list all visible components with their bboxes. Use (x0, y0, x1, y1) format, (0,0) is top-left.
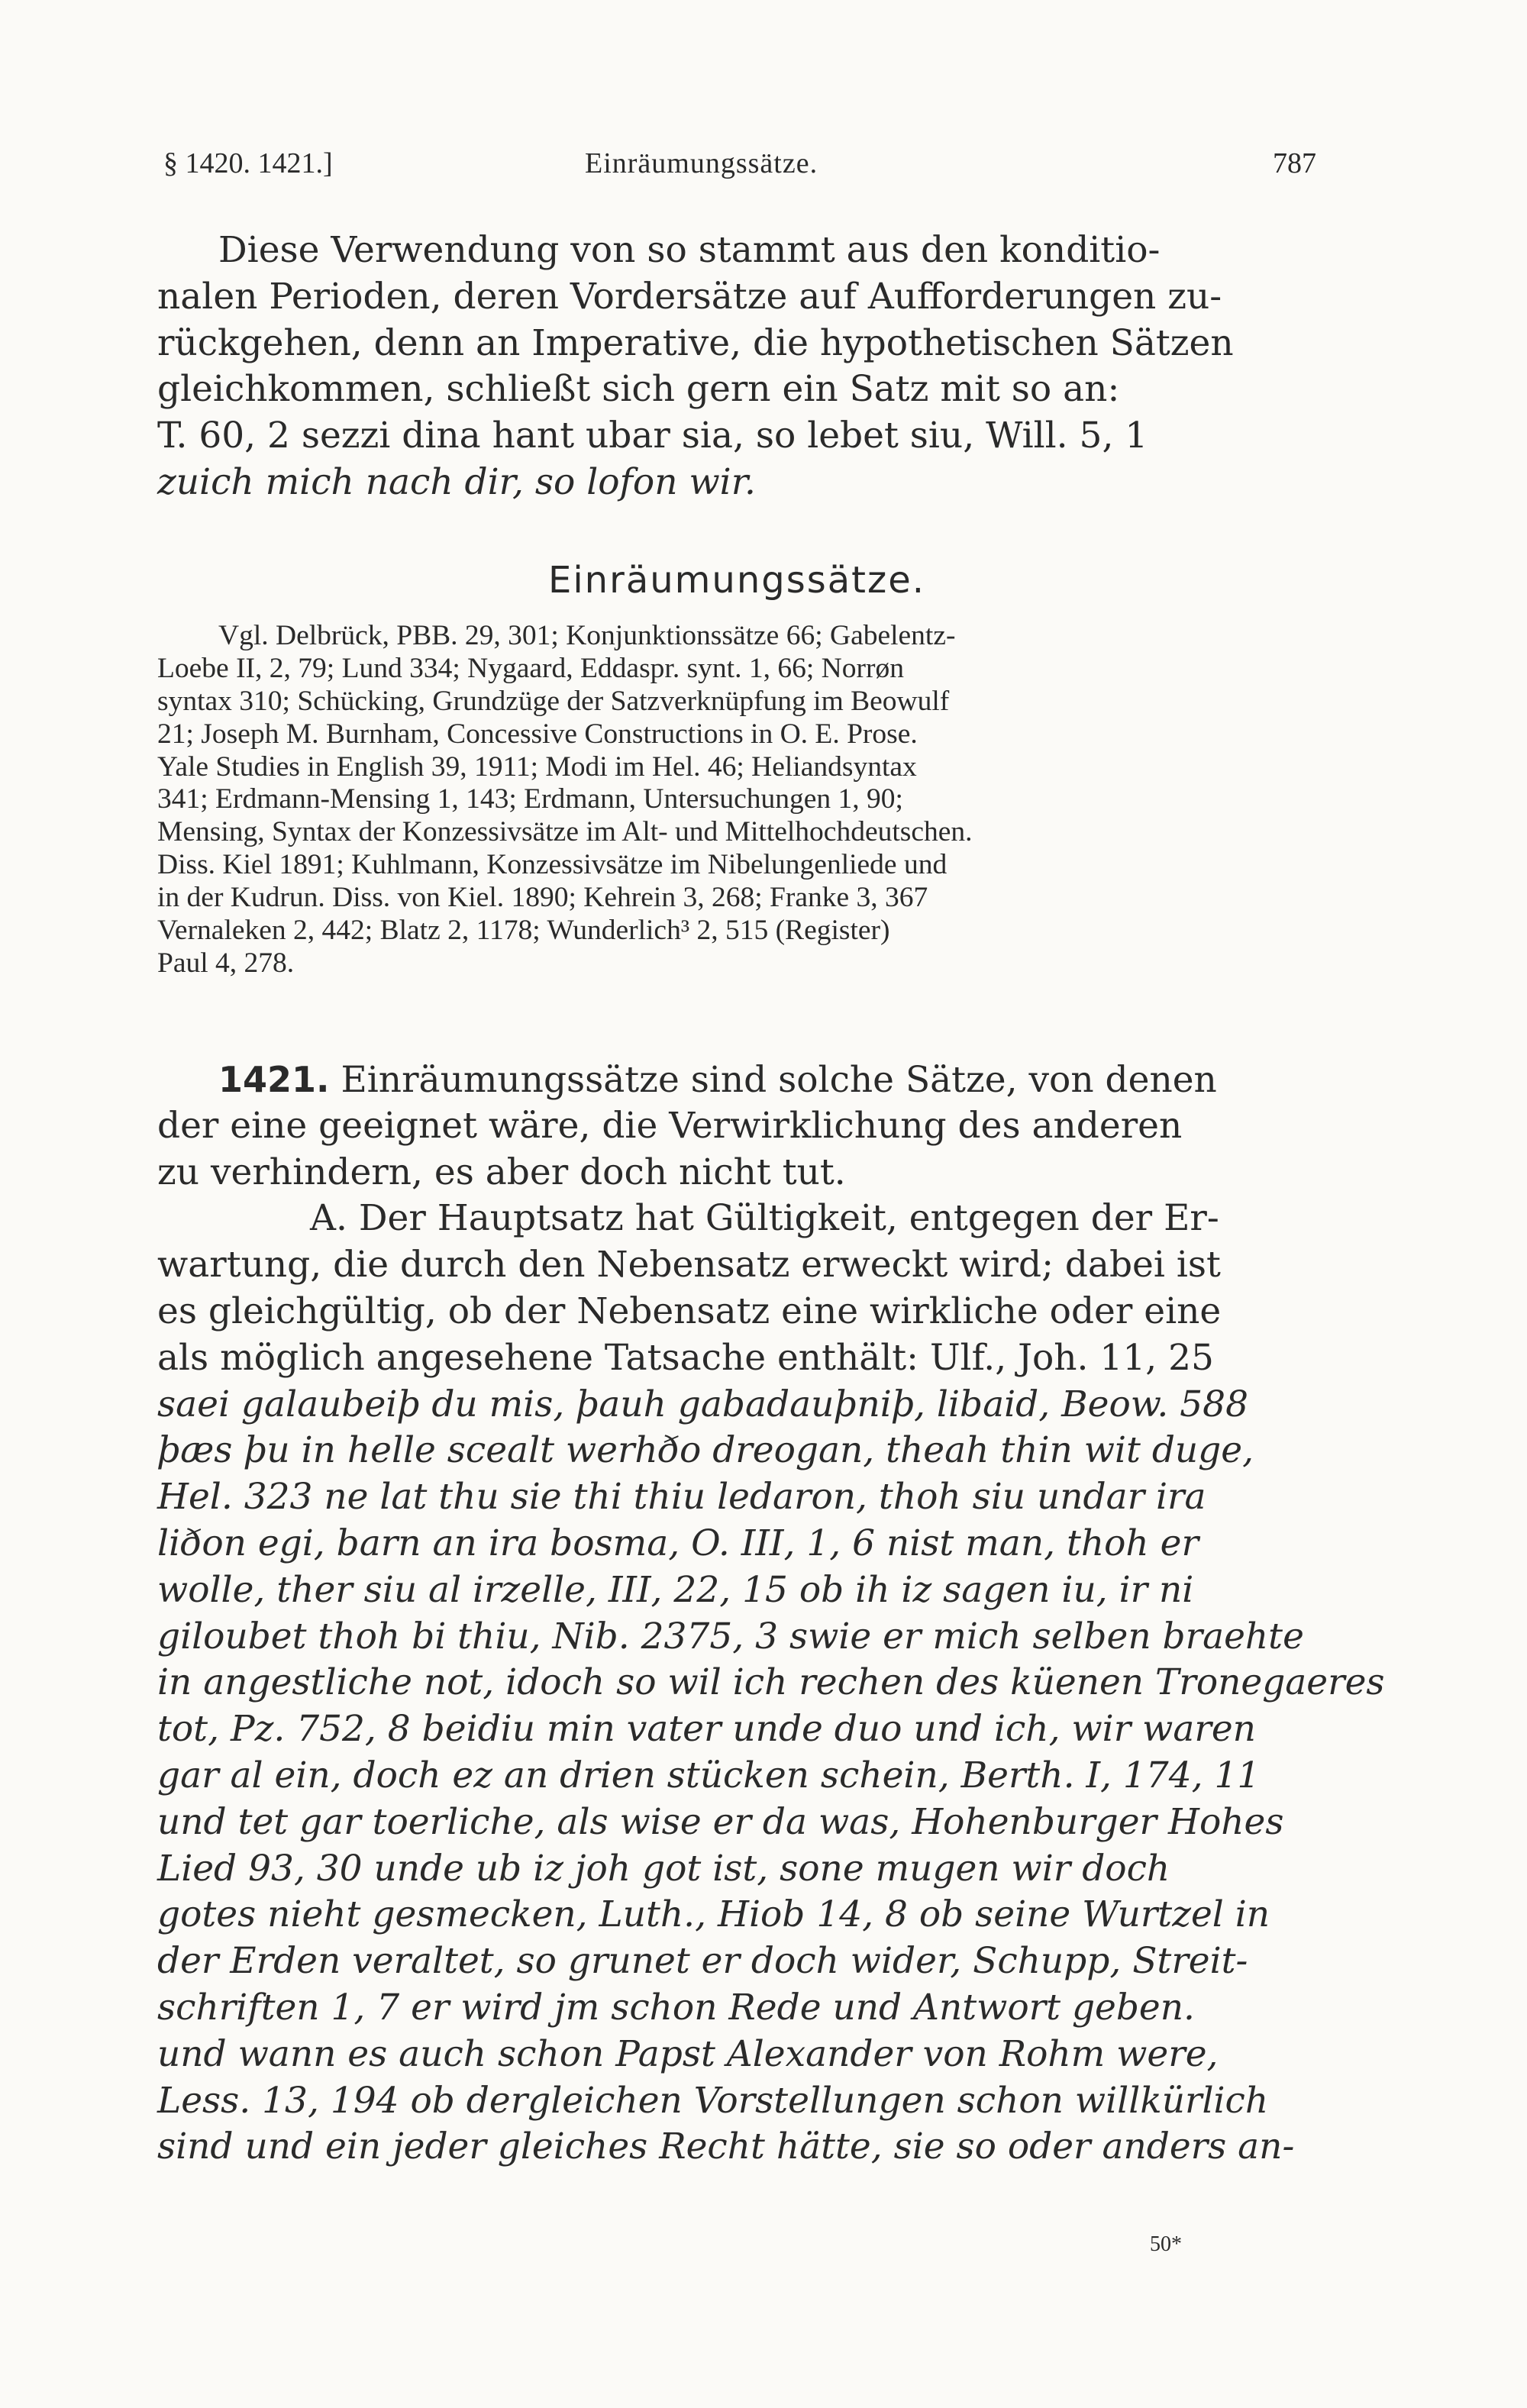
running-title: Einräumungssätze. (585, 147, 818, 179)
text-line: rückgehen, denn an Imperative, die hypothetischen Sätzen (157, 321, 1234, 364)
text-line: liðon egi, barn an ira bosma, O. III, 1, 6 nist man, thoh er (157, 1522, 1199, 1564)
text-line: Diese Verwendung von so stammt aus den konditio- (218, 229, 1161, 271)
reference-line: 21; Joseph M. Burnham, Concessive Constructions in O. E. Prose. (157, 718, 918, 750)
text-line: der Erden veraltet, so grunet er doch wider, Schupp, Streit- (157, 1940, 1248, 1983)
text-line: in angestliche not, idoch so wil ich rechen des küenen Tronegaeres (157, 1661, 1385, 1704)
reference-line: in der Kudrun. Diss. von Kiel. 1890; Kehrein 3, 268; Franke 3, 367 (157, 882, 928, 914)
text-line: giloubet thoh bi thiu, Nib. 2375, 3 swie er mich selben braehte (157, 1615, 1304, 1658)
text-line: gotes nieht gesmecken, Luth., Hiob 14, 8 ob seine Wurtzel in (157, 1893, 1270, 1936)
text-line: zuich mich nach dir, so lofon wir. (157, 460, 756, 503)
text-line: wartung, die durch den Nebensatz erweckt wird; dabei ist (157, 1244, 1221, 1286)
text-line: saei galaubeiþ du mis, þauh gabadauþniþ, libaid, Beow. 588 (157, 1383, 1248, 1425)
literature-references (157, 620, 1316, 980)
text-line: schriften 1, 7 er wird jm schon Rede und Antwort geben. (157, 1986, 1195, 2029)
text-line: gleichkommen, schließt sich gern ein Satz mit so an: (157, 368, 1120, 411)
running-head (157, 147, 1316, 185)
text-line: tot, Pz. 752, 8 beidiu min vater unde duo und ich, wir waren (157, 1708, 1256, 1751)
intro-paragraph (157, 228, 1316, 506)
text-line: und tet gar toerliche, als wise er da was, Hohenburger Hohes (157, 1800, 1284, 1843)
text-line: Less. 13, 194 ob dergleichen Vorstellungen schon willkürlich (157, 2079, 1269, 2122)
reference-line: Paul 4, 278. (157, 947, 295, 979)
text-line: sind und ein jeder gleiches Recht hätte, sie so oder anders an- (157, 2126, 1295, 2168)
text-line: zu verhindern, es aber doch nicht tut. (157, 1151, 846, 1193)
text-line: Hel. 323 ne lat thu sie thi thiu ledaron, thoh siu undar ira (157, 1476, 1206, 1519)
reference-line: Diss. Kiel 1891; Kuhlmann, Konzessivsätze im Nibelungenliede und (157, 849, 948, 881)
text-line: wolle, ther siu al irzelle, III, 22, 15 ob ih iz sagen iu, ir ni (157, 1568, 1194, 1611)
text-line: als möglich angesehene Tatsache enthält: Ulf., Joh. 11, 25 (157, 1336, 1214, 1379)
section-range: § 1420. 1421.] (163, 147, 333, 179)
text-line: Einräumungssätze sind solche Sätze, von denen (341, 1059, 1217, 1101)
text-line: A. Der Hauptsatz hat Gültigkeit, entgegen der Er- (310, 1197, 1219, 1240)
text-line: nalen Perioden, deren Vordersätze auf Aufforderungen zu- (157, 275, 1222, 318)
text-line: T. 60, 2 sezzi dina hant ubar sia, so lebet siu, Will. 5, 1 (157, 415, 1148, 457)
reference-line: syntax 310; Schücking, Grundzüge der Satzverknüpfung im Beowulf (157, 685, 950, 717)
section-heading: Einräumungssätze. (548, 559, 925, 602)
signature-mark: 50* (1150, 2232, 1182, 2256)
reference-line: Yale Studies in English 39, 1911; Modi im Hel. 46; Heliandsyntax (157, 750, 917, 783)
paragraph-first-line (157, 1057, 1316, 1103)
reference-line: Mensing, Syntax der Konzessivsätze im Alt- und Mittelhochdeutschen. (157, 816, 973, 848)
text-line: gar al ein, doch ez an drien stücken schein, Berth. I, 174, 11 (157, 1754, 1261, 1796)
text-line: es gleichgültig, ob der Nebensatz eine wirkliche oder eine (157, 1290, 1222, 1332)
reference-line: Loebe II, 2, 79; Lund 334; Nygaard, Eddaspr. synt. 1, 66; Norrøn (157, 652, 904, 684)
page-number: 787 (1273, 147, 1316, 179)
text-line: und wann es auch schon Papst Alexander von Rohm were, (157, 2032, 1219, 2075)
text-line: der eine geeignet wäre, die Verwirklichung des anderen (157, 1104, 1183, 1147)
text-line: þæs þu in helle scealt werhðo dreogan, theah thin wit duge, (157, 1429, 1254, 1472)
reference-line: 341; Erdmann-Mensing 1, 143; Erdmann, Untersuchungen 1, 90; (157, 783, 903, 815)
reference-line: Vgl. Delbrück, PBB. 29, 301; Konjunktionssätze 66; Gabelentz- (218, 620, 956, 651)
paragraph-number: 1421. (218, 1059, 330, 1100)
reference-line: Vernaleken 2, 442; Blatz 2, 1178; Wunderlich³ 2, 515 (Register) (157, 915, 890, 947)
paragraph-1421 (157, 1057, 1385, 2171)
text-line: Lied 93, 30 unde ub iz joh got ist, sone mugen wir doch (157, 1847, 1170, 1890)
